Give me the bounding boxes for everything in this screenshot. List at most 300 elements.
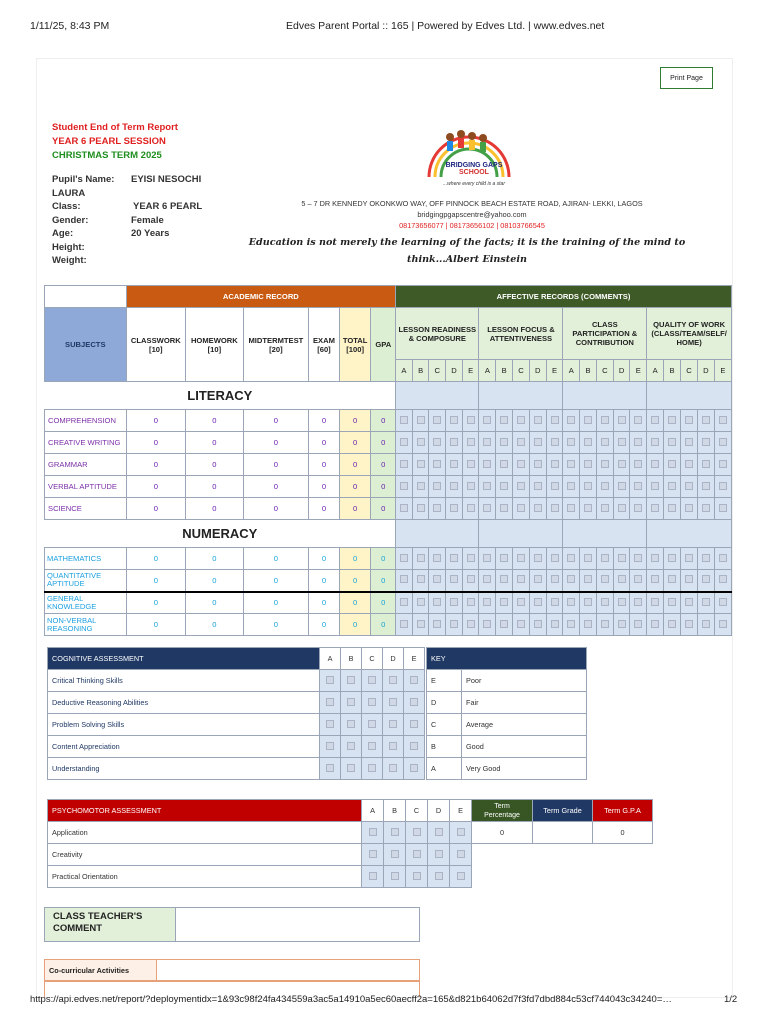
grade-checkbox[interactable] xyxy=(483,416,491,424)
grade-checkbox[interactable] xyxy=(417,598,425,606)
grade-checkbox[interactable] xyxy=(517,598,525,606)
grade-checkbox[interactable] xyxy=(483,554,491,562)
grade-checkbox-cell xyxy=(714,570,731,592)
grade-checkbox[interactable] xyxy=(702,504,710,512)
grade-checkbox-cell xyxy=(412,498,429,520)
grade-checkbox[interactable] xyxy=(634,554,642,562)
grade-checkbox-cell xyxy=(529,410,546,432)
grade-checkbox[interactable] xyxy=(326,764,334,772)
grade-checkbox[interactable] xyxy=(601,575,609,583)
grade-checkbox[interactable] xyxy=(467,598,475,606)
grade-checkbox[interactable] xyxy=(601,482,609,490)
grade-checkbox[interactable] xyxy=(433,598,441,606)
grade-checkbox[interactable] xyxy=(433,554,441,562)
grade-checkbox[interactable] xyxy=(668,482,676,490)
grade-checkbox[interactable] xyxy=(634,460,642,468)
grade-checkbox[interactable] xyxy=(450,416,458,424)
grade-checkbox-cell xyxy=(479,476,496,498)
grade-checkbox[interactable] xyxy=(517,620,525,628)
grade-checkbox[interactable] xyxy=(450,482,458,490)
grade-checkbox-cell xyxy=(412,454,429,476)
grade-checkbox[interactable] xyxy=(567,438,575,446)
grade-checkbox[interactable] xyxy=(618,482,626,490)
grade-checkbox-cell xyxy=(412,548,429,570)
grade-checkbox[interactable] xyxy=(433,504,441,512)
grade-checkbox[interactable] xyxy=(685,575,693,583)
grade-checkbox-cell xyxy=(446,432,463,454)
grade-checkbox[interactable] xyxy=(517,504,525,512)
grade-checkbox[interactable] xyxy=(534,482,542,490)
grade-checkbox[interactable] xyxy=(417,554,425,562)
grade-checkbox[interactable] xyxy=(685,460,693,468)
affective-grade-header: B xyxy=(412,360,429,382)
term-grade-label: Term Grade xyxy=(533,800,593,822)
grade-checkbox[interactable] xyxy=(389,698,397,706)
grade-checkbox[interactable] xyxy=(450,460,458,468)
grade-checkbox[interactable] xyxy=(634,504,642,512)
grade-checkbox[interactable] xyxy=(702,460,710,468)
grade-checkbox[interactable] xyxy=(400,438,408,446)
grade-checkbox[interactable] xyxy=(567,460,575,468)
grade-checkbox[interactable] xyxy=(389,676,397,684)
grade-checkbox[interactable] xyxy=(651,416,659,424)
grade-checkbox[interactable] xyxy=(467,482,475,490)
grade-checkbox[interactable] xyxy=(584,620,592,628)
grade-checkbox-cell xyxy=(681,476,698,498)
grade-checkbox[interactable] xyxy=(634,620,642,628)
grade-checkbox[interactable] xyxy=(517,438,525,446)
grade-checkbox[interactable] xyxy=(534,598,542,606)
homework-header: HOMEWORK [10] xyxy=(186,308,244,382)
grade-checkbox[interactable] xyxy=(500,504,508,512)
grade-checkbox[interactable] xyxy=(601,620,609,628)
grade-checkbox[interactable] xyxy=(450,575,458,583)
grade-checkbox[interactable] xyxy=(601,438,609,446)
grade-checkbox[interactable] xyxy=(685,482,693,490)
grade-checkbox[interactable] xyxy=(457,872,465,880)
grade-checkbox[interactable] xyxy=(500,416,508,424)
grade-checkbox[interactable] xyxy=(483,504,491,512)
grade-checkbox[interactable] xyxy=(389,764,397,772)
co-curricular-box xyxy=(44,959,420,981)
report-term: CHRISTMAS TERM 2025 xyxy=(52,150,162,161)
grade-checkbox-cell xyxy=(404,670,425,692)
grade-checkbox[interactable] xyxy=(413,828,421,836)
grade-checkbox-cell xyxy=(450,844,472,866)
score-cell: 0 xyxy=(243,614,309,636)
grade-checkbox[interactable] xyxy=(347,764,355,772)
score-cell: 0 xyxy=(371,410,396,432)
grade-checkbox[interactable] xyxy=(391,828,399,836)
grade-checkbox[interactable] xyxy=(391,872,399,880)
grade-checkbox[interactable] xyxy=(651,504,659,512)
grade-checkbox[interactable] xyxy=(719,620,727,628)
grade-checkbox[interactable] xyxy=(483,575,491,583)
grade-checkbox[interactable] xyxy=(618,620,626,628)
co-curricular-value xyxy=(157,960,419,980)
grade-checkbox-cell xyxy=(429,432,446,454)
grade-checkbox-cell xyxy=(681,548,698,570)
grade-checkbox[interactable] xyxy=(467,438,475,446)
grade-checkbox[interactable] xyxy=(567,504,575,512)
grade-checkbox[interactable] xyxy=(483,460,491,468)
grade-checkbox[interactable] xyxy=(567,554,575,562)
grade-checkbox[interactable] xyxy=(417,438,425,446)
grade-checkbox[interactable] xyxy=(551,504,559,512)
grade-checkbox[interactable] xyxy=(435,850,443,858)
grade-checkbox-cell xyxy=(630,570,647,592)
grade-checkbox[interactable] xyxy=(400,575,408,583)
score-cell: 0 xyxy=(243,548,309,570)
grade-checkbox[interactable] xyxy=(534,438,542,446)
grade-checkbox[interactable] xyxy=(467,460,475,468)
grade-checkbox[interactable] xyxy=(551,554,559,562)
grade-checkbox[interactable] xyxy=(368,698,376,706)
grade-checkbox[interactable] xyxy=(417,504,425,512)
grade-checkbox-cell xyxy=(630,432,647,454)
grade-checkbox[interactable] xyxy=(719,598,727,606)
grade-checkbox[interactable] xyxy=(601,504,609,512)
grade-checkbox[interactable] xyxy=(457,828,465,836)
grade-checkbox-cell xyxy=(681,570,698,592)
grade-checkbox-cell xyxy=(580,476,597,498)
grade-checkbox[interactable] xyxy=(368,720,376,728)
cognitive-assessment-table xyxy=(47,647,425,780)
grade-checkbox[interactable] xyxy=(668,554,676,562)
grade-checkbox[interactable] xyxy=(417,416,425,424)
grade-checkbox[interactable] xyxy=(417,575,425,583)
grade-checkbox-cell xyxy=(681,614,698,636)
subject-row xyxy=(45,410,732,432)
grade-checkbox[interactable] xyxy=(668,598,676,606)
grade-checkbox-cell xyxy=(428,822,450,844)
grade-checkbox[interactable] xyxy=(567,575,575,583)
grade-checkbox[interactable] xyxy=(668,416,676,424)
grade-checkbox[interactable] xyxy=(467,504,475,512)
grade-checkbox[interactable] xyxy=(719,460,727,468)
grade-checkbox[interactable] xyxy=(567,416,575,424)
midterm-header: MIDTERMTEST [20] xyxy=(243,308,309,382)
grade-checkbox-cell xyxy=(664,570,681,592)
grade-checkbox[interactable] xyxy=(601,598,609,606)
grade-checkbox[interactable] xyxy=(433,482,441,490)
grade-checkbox-cell xyxy=(383,714,404,736)
grade-checkbox[interactable] xyxy=(601,554,609,562)
grade-checkbox[interactable] xyxy=(467,416,475,424)
grade-checkbox[interactable] xyxy=(702,620,710,628)
grade-checkbox[interactable] xyxy=(500,482,508,490)
grade-checkbox[interactable] xyxy=(634,575,642,583)
grade-checkbox[interactable] xyxy=(685,598,693,606)
grade-checkbox[interactable] xyxy=(500,598,508,606)
grade-checkbox[interactable] xyxy=(433,438,441,446)
grade-checkbox-cell xyxy=(596,570,613,592)
grade-checkbox[interactable] xyxy=(433,460,441,468)
grade-checkbox[interactable] xyxy=(685,620,693,628)
grade-checkbox[interactable] xyxy=(433,620,441,628)
grade-checkbox-cell xyxy=(664,476,681,498)
grade-checkbox[interactable] xyxy=(413,850,421,858)
grade-checkbox[interactable] xyxy=(618,598,626,606)
grade-checkbox[interactable] xyxy=(400,482,408,490)
grade-checkbox[interactable] xyxy=(483,438,491,446)
grade-checkbox[interactable] xyxy=(467,620,475,628)
grade-checkbox[interactable] xyxy=(417,460,425,468)
grade-checkbox[interactable] xyxy=(668,438,676,446)
affective-grade-header: A xyxy=(647,360,664,382)
grade-checkbox[interactable] xyxy=(500,554,508,562)
grade-checkbox[interactable] xyxy=(634,482,642,490)
grade-checkbox[interactable] xyxy=(702,598,710,606)
grade-checkbox[interactable] xyxy=(417,482,425,490)
grade-checkbox[interactable] xyxy=(702,438,710,446)
grade-checkbox[interactable] xyxy=(651,482,659,490)
grade-checkbox[interactable] xyxy=(651,460,659,468)
grade-checkbox[interactable] xyxy=(417,620,425,628)
grade-checkbox-cell xyxy=(664,592,681,614)
grade-checkbox[interactable] xyxy=(551,482,559,490)
grade-checkbox[interactable] xyxy=(369,872,377,880)
grade-checkbox[interactable] xyxy=(500,620,508,628)
grade-checkbox[interactable] xyxy=(551,575,559,583)
grade-checkbox[interactable] xyxy=(634,438,642,446)
print-timestamp: 1/11/25, 8:43 PM xyxy=(30,20,110,32)
grade-checkbox-cell xyxy=(546,476,563,498)
grade-checkbox[interactable] xyxy=(413,872,421,880)
grade-checkbox[interactable] xyxy=(400,416,408,424)
grade-checkbox[interactable] xyxy=(584,416,592,424)
grade-checkbox-cell xyxy=(580,410,597,432)
grade-checkbox[interactable] xyxy=(433,416,441,424)
grade-checkbox[interactable] xyxy=(702,482,710,490)
grade-checkbox-cell xyxy=(681,410,698,432)
grade-checkbox[interactable] xyxy=(584,598,592,606)
grade-checkbox[interactable] xyxy=(400,504,408,512)
affective-grade-header: E xyxy=(714,360,731,382)
grade-checkbox-cell xyxy=(428,844,450,866)
grade-checkbox[interactable] xyxy=(651,554,659,562)
class-label: Class: xyxy=(52,201,81,212)
grade-checkbox[interactable] xyxy=(584,482,592,490)
grade-checkbox-cell xyxy=(396,454,413,476)
grade-checkbox[interactable] xyxy=(467,575,475,583)
grade-checkbox[interactable] xyxy=(668,504,676,512)
grade-checkbox-cell xyxy=(714,498,731,520)
grade-checkbox[interactable] xyxy=(719,554,727,562)
grade-checkbox[interactable] xyxy=(618,460,626,468)
grade-checkbox[interactable] xyxy=(369,828,377,836)
grade-checkbox-cell xyxy=(664,614,681,636)
grade-checkbox[interactable] xyxy=(517,460,525,468)
grade-checkbox[interactable] xyxy=(435,872,443,880)
grade-checkbox[interactable] xyxy=(483,620,491,628)
grade-checkbox-cell xyxy=(496,548,513,570)
grade-checkbox[interactable] xyxy=(651,575,659,583)
grade-checkbox[interactable] xyxy=(702,575,710,583)
grade-checkbox-cell xyxy=(714,548,731,570)
grade-checkbox[interactable] xyxy=(467,554,475,562)
grade-checkbox[interactable] xyxy=(534,554,542,562)
grade-checkbox[interactable] xyxy=(347,676,355,684)
grade-checkbox[interactable] xyxy=(534,504,542,512)
grade-checkbox[interactable] xyxy=(500,575,508,583)
grade-checkbox[interactable] xyxy=(433,575,441,583)
grade-checkbox[interactable] xyxy=(551,438,559,446)
grade-checkbox[interactable] xyxy=(601,460,609,468)
grade-checkbox[interactable] xyxy=(326,698,334,706)
grade-checkbox[interactable] xyxy=(500,460,508,468)
grade-checkbox-cell xyxy=(396,432,413,454)
grade-checkbox[interactable] xyxy=(551,620,559,628)
grade-checkbox[interactable] xyxy=(685,554,693,562)
grade-checkbox[interactable] xyxy=(634,416,642,424)
grade-checkbox-cell xyxy=(697,454,714,476)
affective-grade-header: E xyxy=(462,360,479,382)
grade-checkbox[interactable] xyxy=(685,416,693,424)
grade-checkbox[interactable] xyxy=(551,416,559,424)
grade-checkbox[interactable] xyxy=(400,598,408,606)
print-page-button[interactable]: Print Page xyxy=(660,67,713,89)
grade-checkbox-cell xyxy=(396,614,413,636)
grade-checkbox[interactable] xyxy=(410,698,418,706)
grade-checkbox[interactable] xyxy=(634,598,642,606)
grade-checkbox[interactable] xyxy=(685,504,693,512)
grade-checkbox[interactable] xyxy=(534,575,542,583)
name-label: Pupil's Name: xyxy=(52,174,115,185)
grade-checkbox-cell xyxy=(429,410,446,432)
grade-checkbox[interactable] xyxy=(719,504,727,512)
score-cell: 0 xyxy=(186,476,244,498)
grade-checkbox[interactable] xyxy=(584,438,592,446)
grade-checkbox[interactable] xyxy=(457,850,465,858)
grade-checkbox[interactable] xyxy=(347,698,355,706)
psychomotor-grade-header: C xyxy=(406,800,428,822)
grade-checkbox[interactable] xyxy=(483,598,491,606)
grade-checkbox[interactable] xyxy=(618,438,626,446)
grade-checkbox[interactable] xyxy=(702,416,710,424)
grade-checkbox[interactable] xyxy=(668,620,676,628)
grade-checkbox[interactable] xyxy=(651,598,659,606)
grade-checkbox[interactable] xyxy=(601,416,609,424)
class-teacher-comment-value xyxy=(176,908,419,941)
grade-checkbox[interactable] xyxy=(483,482,491,490)
grade-checkbox[interactable] xyxy=(584,504,592,512)
grade-checkbox[interactable] xyxy=(326,676,334,684)
grade-checkbox[interactable] xyxy=(618,575,626,583)
academic-record-header: ACADEMIC RECORD xyxy=(126,286,396,308)
grade-checkbox[interactable] xyxy=(719,438,727,446)
grade-checkbox[interactable] xyxy=(347,742,355,750)
grade-checkbox[interactable] xyxy=(584,575,592,583)
grade-checkbox[interactable] xyxy=(517,482,525,490)
grade-checkbox[interactable] xyxy=(391,850,399,858)
grade-checkbox[interactable] xyxy=(517,575,525,583)
grade-checkbox[interactable] xyxy=(410,720,418,728)
grade-checkbox[interactable] xyxy=(618,554,626,562)
grade-checkbox[interactable] xyxy=(368,742,376,750)
grade-checkbox[interactable] xyxy=(347,720,355,728)
grade-checkbox[interactable] xyxy=(450,438,458,446)
grade-checkbox-cell xyxy=(479,548,496,570)
psychomotor-grade-header: E xyxy=(450,800,472,822)
grade-checkbox[interactable] xyxy=(719,416,727,424)
grade-checkbox[interactable] xyxy=(389,742,397,750)
grade-checkbox[interactable] xyxy=(567,598,575,606)
grade-checkbox[interactable] xyxy=(719,575,727,583)
grade-checkbox[interactable] xyxy=(450,598,458,606)
grade-checkbox[interactable] xyxy=(651,438,659,446)
grade-checkbox[interactable] xyxy=(702,554,710,562)
grade-checkbox[interactable] xyxy=(651,620,659,628)
grade-checkbox[interactable] xyxy=(500,438,508,446)
grade-checkbox[interactable] xyxy=(551,598,559,606)
score-cell: 0 xyxy=(339,498,371,520)
score-cell: 0 xyxy=(309,570,340,592)
grade-checkbox[interactable] xyxy=(534,620,542,628)
grade-checkbox[interactable] xyxy=(685,438,693,446)
grade-checkbox-cell xyxy=(513,570,530,592)
grade-checkbox-cell xyxy=(362,670,383,692)
grade-checkbox[interactable] xyxy=(369,850,377,858)
affective-spacer xyxy=(396,382,479,410)
grade-checkbox[interactable] xyxy=(517,554,525,562)
grade-checkbox[interactable] xyxy=(410,676,418,684)
grade-checkbox-cell xyxy=(446,454,463,476)
grade-checkbox[interactable] xyxy=(450,554,458,562)
grade-checkbox-cell xyxy=(406,866,428,888)
grade-checkbox[interactable] xyxy=(410,742,418,750)
grade-checkbox[interactable] xyxy=(618,504,626,512)
grade-checkbox[interactable] xyxy=(368,676,376,684)
grade-checkbox[interactable] xyxy=(534,416,542,424)
grade-checkbox[interactable] xyxy=(517,416,525,424)
grade-checkbox[interactable] xyxy=(435,828,443,836)
grade-checkbox[interactable] xyxy=(551,460,559,468)
grade-checkbox[interactable] xyxy=(567,620,575,628)
key-table xyxy=(426,647,587,780)
grade-checkbox-cell xyxy=(580,592,597,614)
grade-checkbox[interactable] xyxy=(410,764,418,772)
grade-checkbox-cell xyxy=(513,476,530,498)
grade-checkbox[interactable] xyxy=(584,460,592,468)
score-cell: 0 xyxy=(126,498,186,520)
grade-checkbox[interactable] xyxy=(584,554,592,562)
grade-checkbox[interactable] xyxy=(326,720,334,728)
grade-checkbox-cell xyxy=(383,758,404,780)
grade-checkbox[interactable] xyxy=(668,460,676,468)
grade-checkbox-cell xyxy=(546,498,563,520)
grade-checkbox[interactable] xyxy=(450,504,458,512)
report-session: YEAR 6 PEARL SESSION xyxy=(52,136,166,147)
grade-checkbox-cell xyxy=(396,570,413,592)
grade-checkbox-cell xyxy=(341,670,362,692)
grade-checkbox[interactable] xyxy=(618,416,626,424)
grade-checkbox[interactable] xyxy=(326,742,334,750)
grade-checkbox-cell xyxy=(630,454,647,476)
grade-checkbox[interactable] xyxy=(400,554,408,562)
grade-checkbox[interactable] xyxy=(450,620,458,628)
grade-checkbox[interactable] xyxy=(534,460,542,468)
grade-checkbox[interactable] xyxy=(400,460,408,468)
grade-checkbox[interactable] xyxy=(368,764,376,772)
grade-checkbox[interactable] xyxy=(389,720,397,728)
grade-checkbox[interactable] xyxy=(719,482,727,490)
grade-checkbox[interactable] xyxy=(567,482,575,490)
score-cell: 0 xyxy=(243,498,309,520)
subject-name: COMPREHENSION xyxy=(45,410,127,432)
grade-checkbox[interactable] xyxy=(400,620,408,628)
grade-checkbox[interactable] xyxy=(668,575,676,583)
